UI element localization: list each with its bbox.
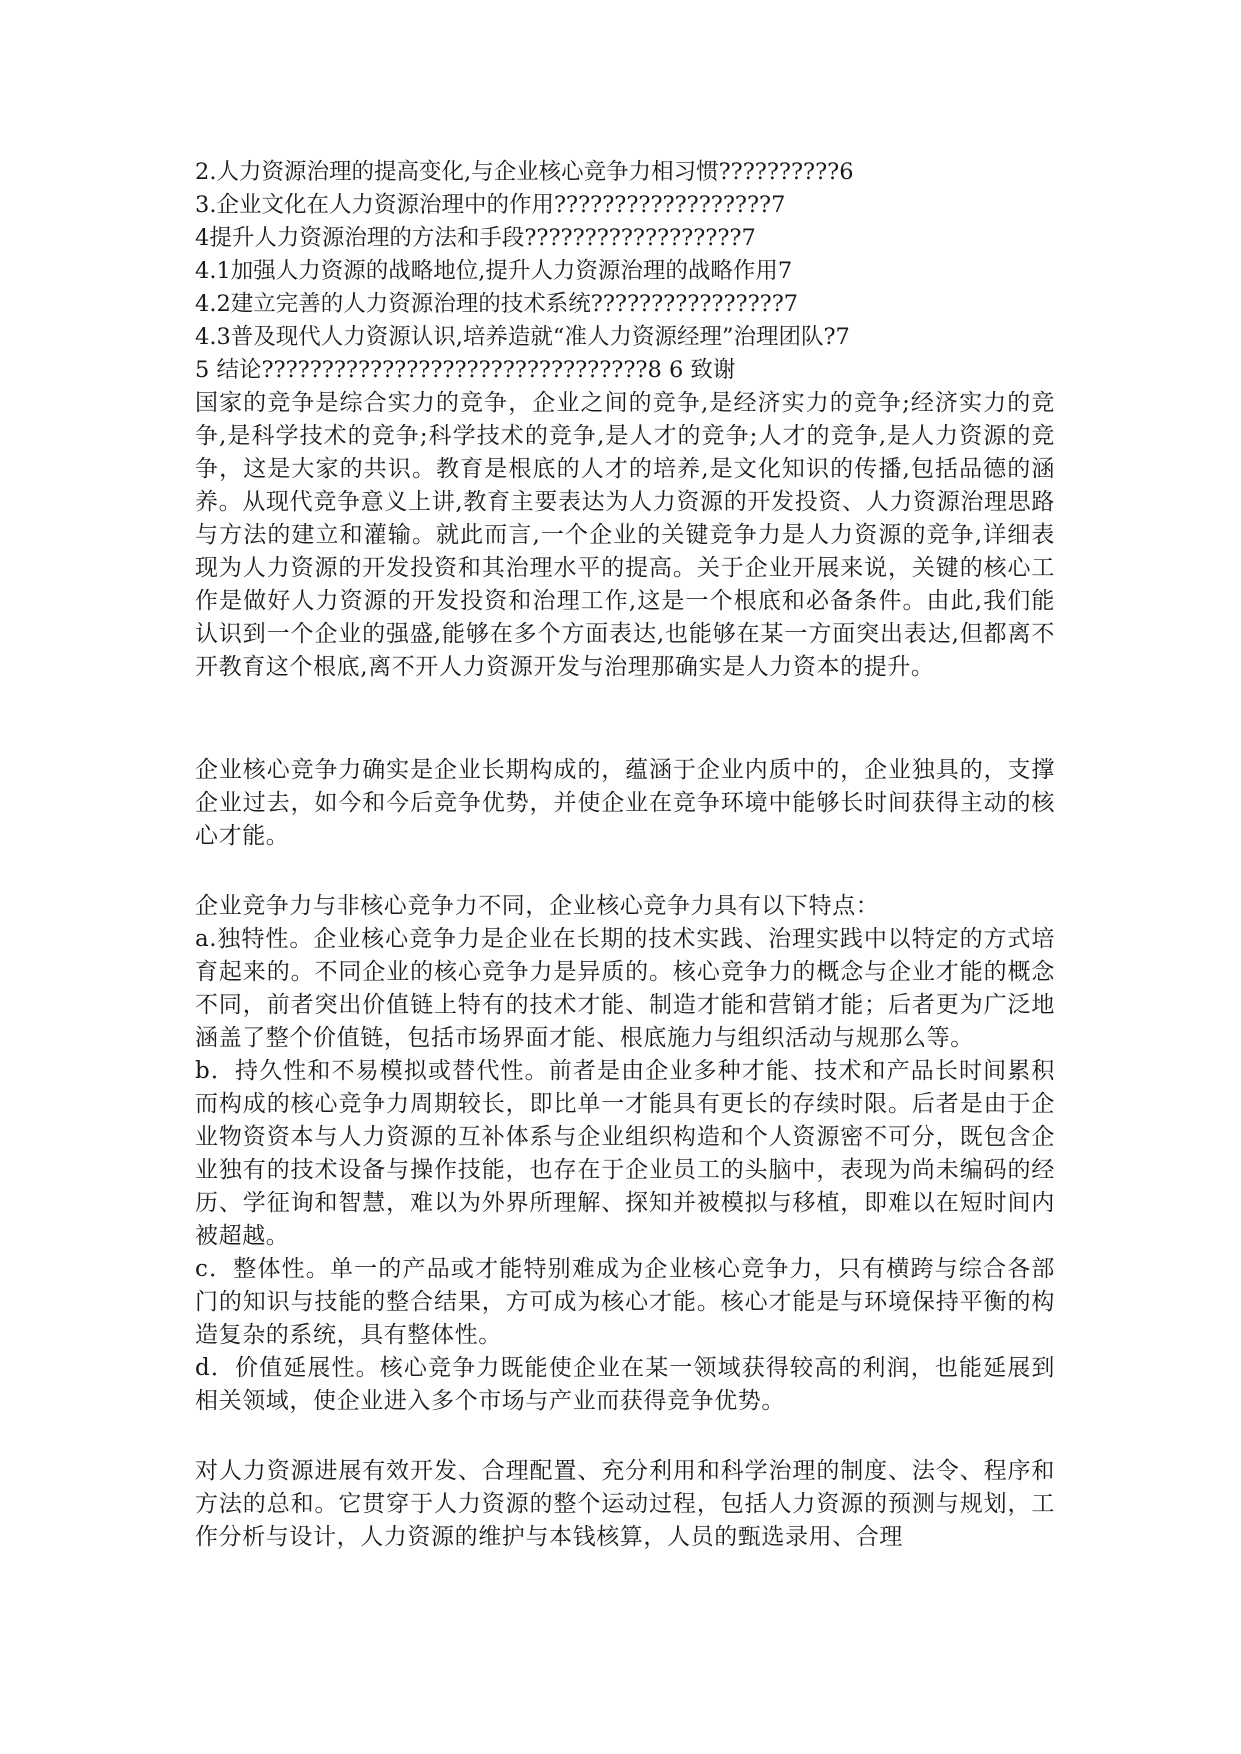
toc-line: 4.2建立完善的人力资源治理的技术系统????????????????7	[195, 291, 799, 317]
intro-paragraph: 国家的竞争是综合实力的竞争，企业之间的竞争,是经济实力的竞争;经济实力的竞争,是科学技术的竞争;科学技术的竞争,是人才的竞争;人才的竞争,是人力资源的竞争，这是大家的共识。教育是根底的人才的培养,是文化知识的传播,包括品德的涵养。从现代竞争意义上讲,教育主要表达为人力资源的开发投资、人力资源治理思路与方法的建立和灌输。就此而言,一个企业的关键竞争力是人力资源的竞争,详细表现为人力资源的开发投资和其治理水平的提高。关于企业开展来说，关键的核心工作是做好人力资源的开发投资和治理工作,这是一个根底和必备条件。由此,我们能认识到一个企业的强盛,能够在多个方面表达,也能够在某一方面突出表达,但都离不开教育这个根底,离不开人力资源开发与治理那确实是人力资本的提升。	[195, 390, 1055, 680]
feature-durability: b．持久性和不易模拟或替代性。前者是由企业多种才能、技术和产品长时间累积而构成的核心竞争力周期较长，即比单一才能具有更长的存续时限。后者是由于企业物资资本与人力资源的互补体系与企业组织构造和个人资源密不可分，既包含企业独有的技术设备与操作技能，也存在于企业员工的头脑中，表现为尚未编码的经历、学征询和智慧，难以为外界所理解、探知并被模拟与移植，即难以在短时间内被超越。	[195, 1058, 1055, 1249]
core-competence-definition: 企业核心竞争力确实是企业长期构成的，蕴涵于企业内质中的，企业独具的，支撑企业过去，如今和今后竞争优势，并使企业在竞争环境中能够长时间获得主动的核心才能。	[195, 757, 1055, 849]
hrm-definition: 对人力资源进展有效开发、合理配置、充分利用和科学治理的制度、法令、程序和方法的总和。它贯穿于人力资源的整个运动过程，包括人力资源的预测与规划，工作分析与设计，人力资源的维护与本钱核算，人员的甄选录用、合理	[195, 1458, 1055, 1550]
toc-line: 4.1加强人力资源的战略地位,提升人力资源治理的战略作用7	[195, 258, 793, 284]
table-of-contents	[195, 156, 1055, 387]
toc-line: 3.企业文化在人力资源治理中的作用??????????????????7	[195, 192, 786, 218]
toc-line: 5 结论????????????????????????????????8 6 致谢	[195, 357, 736, 383]
feature-integrity: c．整体性。单一的产品或才能特别难成为企业核心竞争力，只有横跨与综合各部门的知识与技能的整合结果，方可成为核心才能。核心才能是与环境保持平衡的构造复杂的系统，具有整体性。	[195, 1256, 1055, 1348]
toc-line: 2.人力资源治理的提高变化,与企业核心竞争力相习惯??????????6	[195, 159, 854, 185]
document-body	[195, 156, 1055, 1554]
feature-uniqueness: a.独特性。企业核心竞争力是企业在长期的技术实践、治理实践中以特定的方式培育起来的。不同企业的核心竞争力是异质的。核心竞争力的概念与企业才能的概念不同，前者突出价值链上特有的技术才能、制造才能和营销才能；后者更为广泛地涵盖了整个价值链，包括市场界面才能、根底施力与组织活动与规那么等。	[195, 926, 1055, 1051]
spacer	[195, 684, 1055, 754]
toc-line: 4提升人力资源治理的方法和手段??????????????????7	[195, 225, 756, 251]
spacer	[195, 853, 1055, 890]
spacer	[195, 1418, 1055, 1455]
feature-extensibility: d．价值延展性。核心竞争力既能使企业在某一领域获得较高的利润，也能延展到相关领域，使企业进入多个市场与产业而获得竞争优势。	[195, 1355, 1055, 1414]
features-intro: 企业竞争力与非核心竞争力不同，企业核心竞争力具有以下特点：	[195, 893, 880, 919]
toc-line: 4.3普及现代人力资源认识,培养造就“准人力资源经理”治理团队?7	[195, 324, 850, 350]
